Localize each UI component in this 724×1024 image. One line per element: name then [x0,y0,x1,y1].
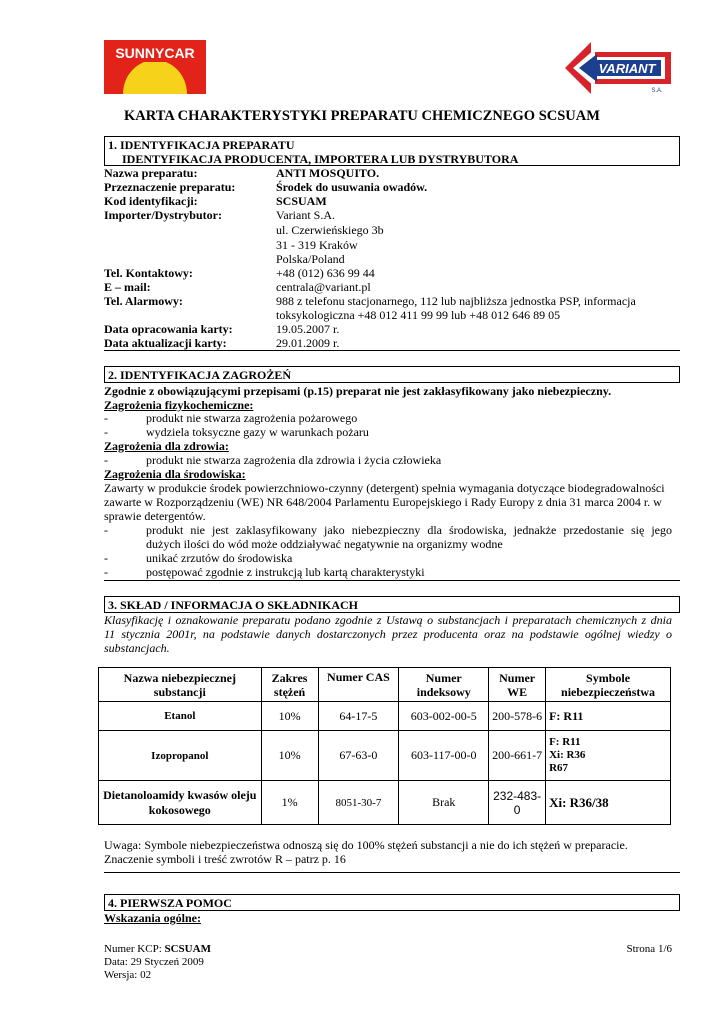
section-4-header [104,894,680,911]
physchem-heading: Zagrożenia fizykochemiczne: [104,398,254,412]
label-product-name: Nazwa preparatu: [104,166,198,180]
composition-note: substancjach. [104,641,170,655]
footer-version: Wersja: 02 [104,969,152,981]
cell-we: 232-483-0 [489,781,546,825]
table-header: Numer indeksowy [399,668,489,702]
value-importer: Variant S.A. [276,208,335,222]
first-aid-general-heading: Wskazania ogólne: [104,911,202,925]
label-update-date: Data aktualizacji karty: [104,336,227,350]
symbol: R67 [549,762,569,774]
health-heading: Zagrożenia dla zdrowia: [104,439,229,453]
table-row [99,731,671,781]
value-alarm-line1: 988 z telefonu stacjonarnego, 112 lub najbliższa jednostka PSP, informacja [276,294,636,308]
value-phone: +48 (012) 636 99 44 [276,266,375,280]
value-email: centrala@variant.pl [276,280,371,294]
label-code: Kod identyfikacji: [104,194,198,208]
bullet: - [104,425,108,439]
label-purpose: Przeznaczenie preparatu: [104,180,236,194]
value-product-name: ANTI MOSQUITO. [276,166,380,180]
table-row [99,702,671,731]
cell-conc: 10% [261,731,318,781]
environment-item: unikać zrzutów do środowiska [146,551,293,565]
section-2-header [104,366,680,383]
address-street: ul. Czerwieńskiego 3b [276,223,384,237]
section-1-header [104,136,680,166]
composition-remark: Znaczenie symboli i treść zwrotów R – patrz p. 16 [104,852,346,866]
footer-kcp-value: SCSUAM [164,943,211,955]
bullet: - [104,565,108,579]
value-prep-date: 19.05.2007 r. [276,322,340,336]
cell-conc: 1% [261,781,318,825]
bullet: - [104,551,108,565]
cell-symbols: F: R11 [546,702,671,731]
table-header-row [99,668,671,702]
cell-index: 603-002-00-5 [399,702,489,731]
table-header: Numer WE [489,668,546,702]
cell-cas: 8051-30-7 [318,781,399,825]
environment-item: produkt nie jest zaklasyfikowany jako niebezpieczny dla środowiska, jednakże przedostanie się jego [146,523,672,537]
variant-logo-suffix: S.A. [651,88,663,94]
address-country: Polska/Poland [276,252,345,266]
footer-date: Data: 29 Styczeń 2009 [104,956,204,968]
sunnycar-logo-text: SUNNYCAR [115,45,195,61]
value-purpose: Środek do usuwania owadów. [276,180,428,194]
value-update-date: 29.01.2009 r. [276,336,340,350]
footer-kcp-label: Numer KCP: [104,943,162,955]
cell-we: 200-661-7 [489,731,546,781]
bullet: - [104,453,108,467]
cell-name: Izopropanol [99,731,262,781]
cell-index: Brak [399,781,489,825]
cell-we: 200-578-6 [489,702,546,731]
label-email: E – mail: [104,280,151,294]
table-header: Numer CAS [318,668,399,702]
cell-name: Etanol [99,702,262,731]
footer-kcp [104,942,211,956]
environment-heading: Zagrożenia dla środowiska: [104,467,246,481]
cell-conc: 10% [261,702,318,731]
section-3-heading: 3. SKŁAD / INFORMACJA O SKŁADNIKACH [108,598,359,612]
environment-item: postępować zgodnie z instrukcją lub kartą charakterystyki [146,565,425,579]
value-alarm-line2: toksykologiczna +48 012 411 99 99 lub +48 012 646 89 05 [276,308,561,322]
bullet: - [104,411,108,425]
sunnycar-logo [104,40,206,94]
environment-text: zawarte w Rozporządzeniu (WE) NR 648/2004 Parlamentu Europejskiego i Rady Europy z dnia 31 marca 2004 r. w [104,495,662,509]
environment-item-cont: dużych ilości do wód może oddziaływać negatywnie na organizmy wodne [146,537,503,551]
substances-table [98,667,671,825]
cell-index: 603-117-00-0 [399,731,489,781]
section-3-divider [104,872,680,873]
composition-note: Klasyfikację i oznakowanie preparatu podano zgodnie z Ustawą o substancjach i preparatach chemicznych z dnia [104,613,672,627]
physchem-item: produkt nie stwarza zagrożenia pożarowego [146,411,358,425]
label-alarm-phone: Tel. Alarmowy: [104,294,183,308]
table-header: Symbole niebezpieczeństwa [546,668,671,702]
section-3-header [104,596,680,613]
cell-symbols [546,731,671,781]
health-item: produkt nie stwarza zagrożenia dla zdrowia i życia człowieka [146,453,442,467]
table-header: Zakres stężeń [261,668,318,702]
section-2-heading: 2. IDENTYFIKACJA ZAGROŻEŃ [108,368,292,382]
hazard-intro: Zgodnie z obowiązującymi przepisami (p.15) preparat nie jest zakłasyfikowany jako niebezpieczny. [104,384,612,398]
section-2-divider [104,580,680,581]
bullet: - [104,523,108,537]
footer-page-number: Strona 1/6 [626,943,672,955]
symbol: Xi: R36 [549,749,586,761]
environment-text: sprawie detergentów. [104,509,206,523]
label-phone: Tel. Kontaktowy: [104,266,193,280]
section-1-subheading: IDENTYFIKACJA PRODUCENTA, IMPORTERA LUB DYSTRYBUTORA [122,152,519,166]
document-title: KARTA CHARAKTERYSTYKI PREPARATU CHEMICZNEGO SCSUAM [124,108,600,124]
value-code: SCSUAM [276,194,327,208]
section-1-divider [104,350,680,351]
cell-symbols: Xi: R36/38 [546,781,671,825]
variant-logo [561,40,673,96]
cell-cas: 64-17-5 [318,702,399,731]
cell-name: Dietanoloamidy kwasów oleju kokosowego [99,781,262,825]
cell-cas: 67-63-0 [318,731,399,781]
physchem-item: wydziela toksyczne gazy w warunkach pożaru [146,425,369,439]
table-row [99,781,671,825]
table-header: Nazwa niebezpiecznej substancji [99,668,262,702]
variant-logo-text: VARIANT [598,61,656,76]
composition-note: 11 stycznia 2001r, na podstawie danych dostarczonych przez producenta oraz na podstawie ogólnej wiedzy o [104,627,672,641]
label-prep-date: Data opracowania karty: [104,322,233,336]
section-1-heading: 1. IDENTYFIKACJA PREPARATU [108,138,295,152]
composition-remark: Uwaga: Symbole niebezpieczeństwa odnoszą się do 100% stężeń substancji a nie do ich stężeń w preparacie. [104,838,628,852]
environment-text: Zawarty w produkcie środek powierzchniowo-czynny (detergent) spełnia wymagania dotyczące biodegradowalności [104,481,665,495]
address-city: 31 - 319 Kraków [276,238,358,252]
label-importer: Importer/Dystrybutor: [104,208,222,222]
section-4-heading: 4. PIERWSZA POMOC [108,896,232,910]
symbol: F: R11 [549,736,581,748]
